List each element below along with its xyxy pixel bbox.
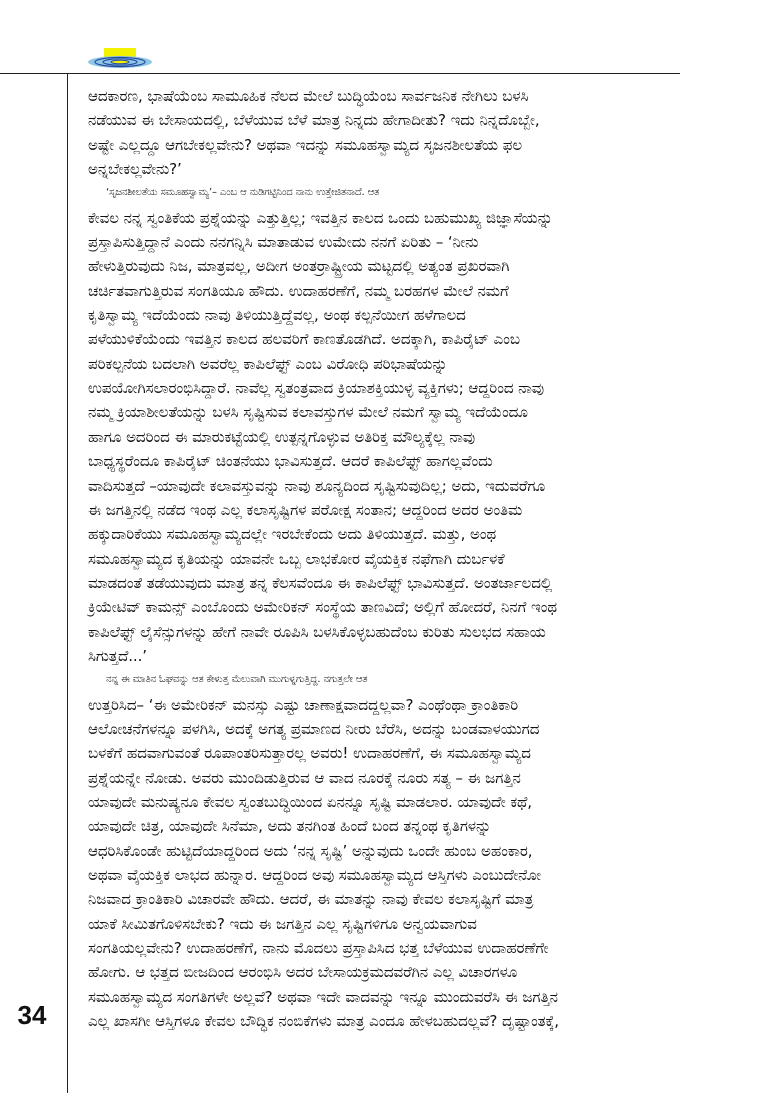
text-line: ಅಷ್ಟೇ ಎಲ್ಲದ್ದೂ ಆಗಬೇಕಲ್ಲವೇನು? ಅಥವಾ ಇದನ್ನು ಸಮೂಹಸ್ವಾಮ್ಯದ ಸೃಜನಶೀಲತೆಯ ಫಲ [88,135,523,154]
text-line: ಪ್ರಸ್ತಾಪಿಸುತ್ತಿದ್ದಾನೆ ಎಂದು ನನಗನ್ನಿಸಿ ಮಾತಾಡುವ ಉಮೇದು ನನಗೆ ಏರಿತು – ‘ನೀನು [88,233,479,252]
body-text [88,84,678,1033]
header-rule [0,73,680,74]
text-line: ಕ್ರಿಯೇಟಿವ್ ಕಾಮನ್ಸ್ ಎಂಬೊಂದು ಅಮೇರಿಕನ್ ಸಂಸ್ಥೆಯ ತಾಣವಿದೆ; ಅಲ್ಲಿಗೆ ಹೋದರೆ, ನಿನಗೆ ಇಂಥ [88,598,558,617]
text-line: ಆದಕಾರಣ, ಭಾಷೆಯೆಂಬ ಸಾಮೂಹಿಕ ನೆಲದ ಮೇಲೆ ಬುದ್ಧಿಯೆಂಬ ಸಾರ್ವಜನಿಕ ನೇಗಿಲು ಬಳಸಿ [88,87,529,105]
text-line: ನಡೆಯುವ ಈ ಬೇಸಾಯದಲ್ಲಿ, ಬೆಳೆಯುವ ಬೆಳೆ ಮಾತ್ರ ನಿನ್ನದು ಹೇಗಾದೀತು? ಇದು ನಿನ್ನದೊಬ್ಬೇ, [88,111,540,130]
text-line: ಕೃತಿಸ್ವಾಮ್ಯ ಇದೆಯೆಂದು ನಾವು ತಿಳಿಯುತ್ತಿದ್ದೆವಲ್ಲ, ಅಂಥ ಕಲ್ಪನೆಯೀಗ ಹಳೆಗಾಲದ [88,306,466,325]
text-line: ಈ ಜಗತ್ತಿನಲ್ಲಿ ನಡೆದ ಇಂಥ ಎಲ್ಲ ಕಲಾಸೃಷ್ಟಿಗಳ ಪರೋಕ್ಷ ಸಂತಾನ; ಆದ್ದರಿಂದ ಅದರ ಅಂತಿಮ [88,500,523,519]
text-line: ಹೋಗು. ಆ ಭತ್ತದ ಬೀಜದಿಂದ ಆರಂಭಿಸಿ ಅದರ ಬೇಸಾಯಕ್ರಮದವರೆಗಿನ ಎಲ್ಲ ವಿಚಾರಗಳೂ [88,963,518,982]
text-line: ನಮ್ಮ ಕ್ರಿಯಾಶೀಲತೆಯನ್ನು ಬಳಸಿ ಸೃಷ್ಟಿಸುವ ಕಲಾವಸ್ತುಗಳ ಮೇಲೆ ನಮಗೆ ಸ್ವಾಮ್ಯ ಇದೆಯೆಂದೂ [88,403,528,422]
text-line: ಬಳಕೆಗೆ ಹದವಾಗುವಂತೆ ರೂಪಾಂತರಿಸುತ್ತಾರಲ್ಲ ಅವರು! ಉದಾಹರಣೆಗೆ, ಈ ಸಮೂಹಸ್ವಾಮ್ಯದ [88,744,531,763]
text-line: ನನ್ನ ಈ ಮಾತಿನ ಓಘವನ್ನು ಆತ ಕೇಳುತ್ತ ಮೆಲುವಾಗಿ ಮುಗುಳ್ನಗುತ್ತಿದ್ದ. ನಗುತ್ತಲೇ ಆತ [106,674,368,686]
text-line: ಅಥವಾ ವೈಯಕ್ತಿಕ ಲಾಭದ ಹುನ್ನಾರ. ಆದ್ದರಿಂದ ಅವು ಸಮೂಹಸ್ವಾಮ್ಯದ ಆಸ್ತಿಗಳು ಎಂಬುದೇನೋ [88,866,541,884]
text-line: ವಾದಿಸುತ್ತದೆ –ಯಾವುದೇ ಕಲಾವಸ್ತುವನ್ನು ನಾವು ಶೂನ್ಯದಿಂದ ಸೃಷ್ಟಿಸುವುದಿಲ್ಲ; ಅದು, ಇದುವರೆಗೂ [88,476,546,495]
text-line: ಉತ್ತರಿಸಿದ– ‘ಈ ಅಮೇರಿಕನ್ ಮನಸ್ಸು ಎಷ್ಟು ಚಾಣಾಕ್ಷವಾದದ್ದಲ್ಲವಾ? ಎಂಥೆಂಥಾ ಕ್ರಾಂತಿಕಾರಿ [88,695,519,714]
page-number: 34 [17,1000,47,1030]
text-line: ನಿಜವಾದ ಕ್ರಾಂತಿಕಾರಿ ವಿಚಾರವೇ ಹೌದು. ಆದರೆ, ಈ ಮಾತನ್ನು ನಾವು ಕೇವಲ ಕಲಾಸೃಷ್ಟಿಗೆ ಮಾತ್ರ [88,890,534,909]
text-line: ಕೇವಲ ನನ್ನ ಸ್ವಂತಿಕೆಯ ಪ್ರಶ್ನೆಯನ್ನು ಎತ್ತುತ್ತಿಲ್ಲ; ಇವತ್ತಿನ ಕಾಲದ ಒಂದು ಬಹುಮುಖ್ಯ ಜಿಜ್ಞಾಸೆಯನ್ನು [88,208,553,227]
text-line: ಹಕ್ಕುದಾರಿಕೆಯು ಸಮೂಹಸ್ವಾಮ್ಯದಲ್ಲೇ ಇರಬೇಕೆಂದು ಅದು ತಿಳಿಯುತ್ತದೆ. ಮತ್ತು, ಅಂಥ [88,525,497,544]
paragraph [88,668,678,1033]
text-line: ಅನ್ನಬೇಕಲ್ಲವೇನು?’ [88,160,182,179]
text-line: ಸಂಗತಿಯಲ್ಲವೇನು? ಉದಾಹರಣೆಗೆ, ನಾನು ಮೊದಲು ಪ್ರಸ್ತಾಪಿಸಿದ ಭತ್ತ ಬೆಳೆಯುವ ಉದಾಹರಣೆಗೇ [88,939,549,958]
text-line: ಬಾಧ್ಯಸ್ಥರೆಂದೂ ಕಾಪಿರೈಟ್ ಚಿಂತನೆಯು ಭಾವಿಸುತ್ತದೆ. ಆದರೆ ಕಾಪಿಲೆಫ್ಟ್ ಹಾಗಲ್ಲವೆಂದು [88,452,493,471]
text-line: ಹೇಳುತ್ತಿರುವುದು ನಿಜ, ಮಾತ್ರವಲ್ಲ, ಅದೀಗ ಅಂತರ್ರಾಷ್ಟ್ರೀಯ ಮಟ್ಟದಲ್ಲಿ ಅತ್ಯಂತ ಪ್ರಖರವಾಗಿ [88,257,510,276]
paragraph [88,84,678,181]
text-line: ಪಳೆಯುಳಿಕೆಯೆಂದು ಇವತ್ತಿನ ಕಾಲದ ಹಲವರಿಗೆ ಕಾಣತೊಡಗಿದೆ. ಅದಕ್ಕಾಗಿ, ಕಾಪಿರೈಟ್ ಎಂಬ [88,330,520,349]
text-line: ಸಿಗುತ್ತದೆ...’ [88,646,148,665]
text-line: ಹಾಗೂ ಅದರಿಂದ ಈ ಮಾರುಕಟ್ಟೆಯಲ್ಲಿ ಉತ್ಪನ್ನಗೊಳ್ಳುವ ಅತಿರಿಕ್ತ ಮೌಲ್ಯಕ್ಕೆಲ್ಲ ನಾವು [88,427,476,446]
text-line: ಸಮೂಹಸ್ವಾಮ್ಯದ ಸಂಗತಿಗಳೇ ಅಲ್ಲವೆ? ಅಥವಾ ಇದೇ ವಾದವನ್ನು ಇನ್ನೂ ಮುಂದುವರೆಸಿ ಈ ಜಗತ್ತಿನ [88,987,558,1006]
text-line: ಯಾವುದೇ ಮನುಷ್ಯನೂ ಕೇವಲ ಸ್ವಂತಬುದ್ಧಿಯಿಂದ ಏನನ್ನೂ ಸೃಷ್ಟಿ ಮಾಡಲಾರ. ಯಾವುದೇ ಕಥೆ, [88,792,532,811]
margin-rule [67,73,68,1093]
text-line: ಮಾಡದಂತೆ ತಡೆಯುವುದು ಮಾತ್ರ ತನ್ನ ಕೆಲಸವೆಂದೂ ಈ ಕಾಪಿಲೆಫ್ಟ್ ಭಾವಿಸುತ್ತದೆ. ಅಂತರ್ಜಾಲದಲ್ಲಿ [88,573,553,592]
text-line: ಯಾವುದೇ ಚಿತ್ರ, ಯಾವುದೇ ಸಿನೆಮಾ, ಅದು ತನಗಿಂತ ಹಿಂದೆ ಬಂದ ತನ್ನಂಥ ಕೃತಿಗಳನ್ನು [88,817,492,836]
text-line: ಉಪಯೋಗಿಸಲಾರಂಭಿಸಿದ್ದಾರೆ. ನಾವೆಲ್ಲ ಸ್ವತಂತ್ರವಾದ ಕ್ರಿಯಾಶಕ್ತಿಯುಳ್ಳ ವ್ಯಕ್ತಿಗಳು; ಆದ್ದರಿಂದ ನಾವು [88,379,545,398]
text-line: ಆಧರಿಸಿಕೊಂಡೇ ಹುಟ್ಟಿದೆಯಾದ್ದರಿಂದ ಅದು ‘ನನ್ನ ಸೃಷ್ಟಿ’ ಅನ್ನುವುದು ಒಂದೇ ಹುಂಬ ಅಹಂಕಾರ, [88,841,533,860]
paragraph [88,181,678,668]
text-line: ಎಲ್ಲ ಖಾಸಗೀ ಆಸ್ತಿಗಳೂ ಕೇವಲ ಬೌದ್ಧಿಕ ನಂಬಿಕೆಗಳು ಮಾತ್ರ ಎಂದೂ ಹೇಳಬಹುದಲ್ಲವೆ? ದೃಷ್ಟಾಂತಕ್ಕೆ, [88,1012,559,1031]
text-line: ಸಮೂಹಸ್ವಾಮ್ಯದ ಕೃತಿಯನ್ನು ಯಾವನೇ ಒಬ್ಬ ಲಾಭಕೋರ ವೈಯಕ್ತಿಕ ನಫೆಗಾಗಿ ದುರ್ಬಳಕೆ [88,549,505,568]
text-line: ಪರಿಕಲ್ಪನೆಯ ಬದಲಾಗಿ ಅವರೆಲ್ಲ ಕಾಪಿಲೆಫ್ಟ್ ಎಂಬ ವಿರೋಧಿ ಪರಿಭಾಷೆಯನ್ನು [88,354,448,373]
text-line: ಪ್ರಶ್ನೆಯನ್ನೇ ನೋಡು. ಅವರು ಮುಂದಿಡುತ್ತಿರುವ ಆ ವಾದ ನೂರಕ್ಕೆ ನೂರು ಸತ್ಯ – ಈ ಜಗತ್ತಿನ [88,768,521,787]
text-line: ‘ಸೃಜನಶೀಲತೆಯ ಸಮೂಹಸ್ವಾಮ್ಯ’– ಎಂಬ ಆ ನುಡಿಗಟ್ಟಿನಿಂದ ನಾನು ಉತ್ತೇಜಿತನಾದೆ. ಆತ [106,187,380,199]
text-line: ಯಾಕೆ ಸೀಮಿತಗೊಳಿಸಬೇಕು? ಇದು ಈ ಜಗತ್ತಿನ ಎಲ್ಲ ಸೃಷ್ಟಿಗಳಿಗೂ ಅನ್ವಯವಾಗುವ [88,914,477,933]
text-line: ಚರ್ಚಿತವಾಗುತ್ತಿರುವ ಸಂಗತಿಯೂ ಹೌದು. ಉದಾಹರಣೆಗೆ, ನಮ್ಮ ಬರಹಗಳ ಮೇಲೆ ನಮಗೆ [88,281,509,300]
text-line: ಆಲೋಚನೆಗಳನ್ನೂ ಪಳಗಿಸಿ, ಅದಕ್ಕೆ ಅಗತ್ಯ ಪ್ರಮಾಣದ ನೀರು ಬೆರೆಸಿ, ಅದನ್ನು ಬಂಡವಾಳಯುಗದ [88,719,540,738]
text-line: ಕಾಪಿಲೆಫ್ಟ್ ಲೈಸೆನ್ಸುಗಳನ್ನು ಹೇಗೆ ನಾವೇ ರೂಪಿಸಿ ಬಳಸಿಕೊಳ್ಳಬಹುದೆಂಬ ಕುರಿತು ಸುಲಭದ ಸಹಾಯ [88,622,546,641]
header-logo-icon [86,48,154,70]
